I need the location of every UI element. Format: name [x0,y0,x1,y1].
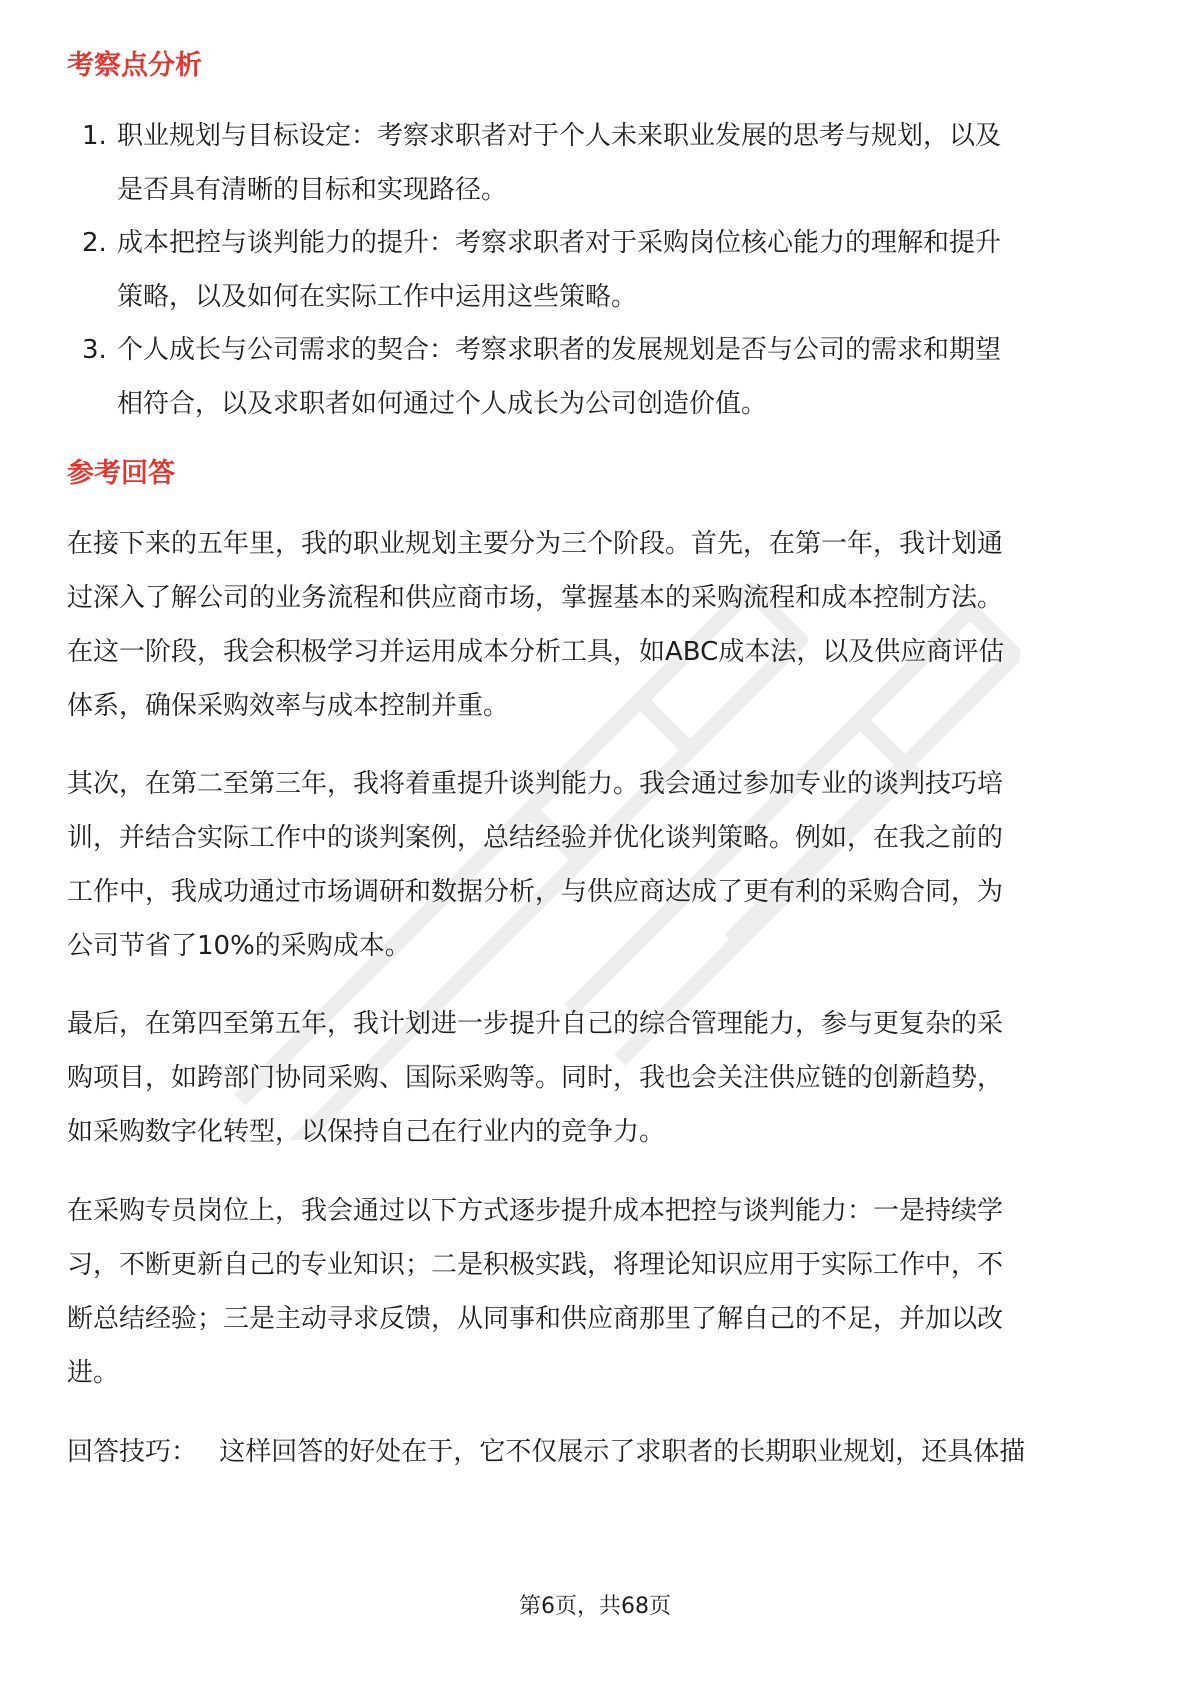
list-item-line: 职业规划与目标设定：考察求职者对于个人未来职业发展的思考与规划，以及 [117,121,1002,151]
list-item-line: 策略，以及如何在实际工作中运用这些策略。 [117,282,638,312]
paragraph-line: 如采购数字化转型，以保持自己在行业内的竞争力。 [67,1117,666,1147]
list-number: 1. [82,121,107,151]
paragraph-line: 训，并结合实际工作中的谈判案例，总结经验并优化谈判策略。例如，在我之前的 [67,823,1004,853]
list-item-line: 成本把控与谈判能力的提升：考察求职者对于采购岗位核心能力的理解和提升 [117,228,1002,258]
paragraph-line: 购项目，如跨部门协同采购、国际采购等。同时，我也会关注供应链的创新趋势， [67,1063,1004,1093]
answer-tip-text: 这样回答的好处在于，它不仅展示了求职者的长期职业规划，还具体描 [219,1437,1026,1467]
answer-section-title: 参考回答 [67,458,175,489]
list-item-line: 相符合，以及求职者如何通过个人成长为公司创造价值。 [117,389,768,419]
paragraph-line: 断总结经验；三是主动寻求反馈，从同事和供应商那里了解自己的不足，并加以改 [67,1304,1004,1334]
list-number: 3. [82,335,107,365]
paragraph-line: 其次，在第二至第三年，我将着重提升谈判能力。我会通过参加专业的谈判技巧培 [67,769,1004,799]
paragraph-line: 在接下来的五年里，我的职业规划主要分为三个阶段。首先，在第一年，我计划通 [67,529,1004,559]
list-number: 2. [82,228,107,258]
page-number: 第6页，共68页 [519,1594,671,1619]
paragraph-line: 在采购专员岗位上，我会通过以下方式逐步提升成本把控与谈判能力：一是持续学 [67,1196,1004,1226]
paragraph-line: 过深入了解公司的业务流程和供应商市场，掌握基本的采购流程和成本控制方法。 [67,583,1004,613]
analysis-section-title: 考察点分析 [67,50,202,81]
answer-tip-label: 回答技巧： [67,1437,198,1467]
paragraph-line: 体系，确保采购效率与成本控制并重。 [67,691,510,721]
paragraph-line: 习，不断更新自己的专业知识；二是积极实践，将理论知识应用于实际工作中，不 [67,1250,1004,1280]
paragraph-line: 公司节省了10%的采购成本。 [67,931,411,961]
paragraph-line: 进。 [67,1358,120,1388]
list-item-line: 是否具有清晰的目标和实现路径。 [117,175,508,205]
list-item-line: 个人成长与公司需求的契合：考察求职者的发展规划是否与公司的需求和期望 [117,335,1002,365]
answer-tip [67,1425,1127,1480]
paragraph-line: 工作中，我成功通过市场调研和数据分析，与供应商达成了更有利的采购合同，为 [67,877,1004,907]
paragraph-line: 在这一阶段，我会积极学习并运用成本分析工具，如ABC成本法，以及供应商评估 [67,637,1005,667]
paragraph-line: 最后，在第四至第五年，我计划进一步提升自己的综合管理能力，参与更复杂的采 [67,1009,1004,1039]
